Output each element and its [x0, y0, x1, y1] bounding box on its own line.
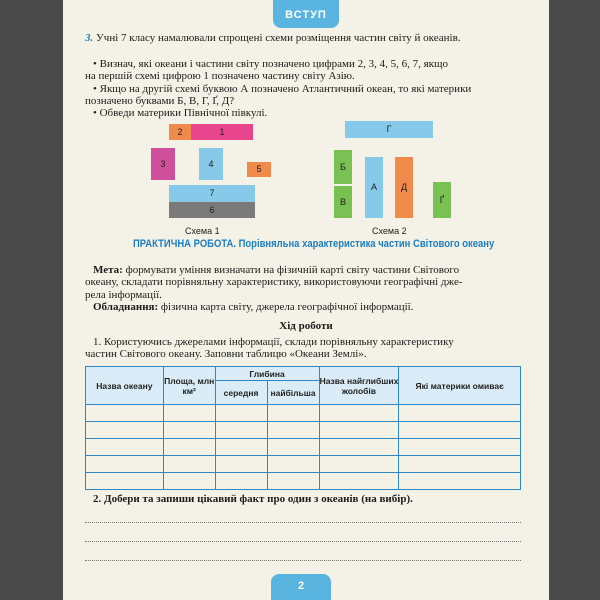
- task3-bullet1b: на першій схемі цифрою 1 позначено частину світу Азію.: [85, 70, 355, 82]
- header-area: Площа, млн км²: [163, 367, 215, 405]
- table-cell[interactable]: [319, 405, 399, 422]
- table-cell[interactable]: [86, 439, 164, 456]
- table-cell[interactable]: [86, 405, 164, 422]
- goal-label: Мета:: [93, 264, 123, 276]
- scheme2-caption: Схема 2: [372, 226, 407, 236]
- table-cell[interactable]: [319, 473, 399, 490]
- step2: 2. Добери та запиши цікавий факт про один з океанів (на вибір).: [93, 493, 413, 505]
- scheme1-block-3: 3: [151, 148, 175, 180]
- table-cell[interactable]: [86, 422, 164, 439]
- table-cell[interactable]: [163, 422, 215, 439]
- scheme1-block-4: 4: [199, 148, 223, 180]
- table-cell[interactable]: [163, 439, 215, 456]
- work-heading: Хід роботи: [279, 320, 333, 332]
- table-cell[interactable]: [319, 422, 399, 439]
- scheme1-block-1: 1: [191, 124, 253, 140]
- practical-title: ПРАКТИЧНА РОБОТА. Порівняльна характеристика частин Світового океану: [133, 238, 495, 250]
- scheme2-block-a: А: [365, 157, 383, 218]
- header-trenches: Назва найглибших жолобів: [319, 367, 399, 405]
- equipment-label: Обладнання:: [93, 301, 159, 313]
- table-row: [86, 473, 521, 490]
- header-depth-max: найбільша: [267, 381, 319, 405]
- table-cell[interactable]: [215, 456, 267, 473]
- table-cell[interactable]: [267, 439, 319, 456]
- page-number: 2: [271, 574, 331, 600]
- goal-line1: Мета: формувати уміння визначати на фізичній карті світу частини Світового: [93, 264, 460, 276]
- scheme2-block-v: В: [334, 186, 352, 218]
- task3-number: 3.: [85, 32, 94, 44]
- table-cell[interactable]: [319, 456, 399, 473]
- header-depth-avg: середня: [215, 381, 267, 405]
- scheme2-block-g: Г: [345, 121, 433, 138]
- task3-bullet2a: • Якщо на другій схемі буквою А позначено Атлантичний океан, то які материки: [93, 83, 472, 95]
- table-row: [86, 456, 521, 473]
- table-cell[interactable]: [399, 473, 521, 490]
- table-cell[interactable]: [399, 456, 521, 473]
- table-cell[interactable]: [267, 473, 319, 490]
- oceans-table: [85, 366, 521, 490]
- task3-bullet2b: позначено буквами Б, В, Г, Ґ, Д?: [85, 95, 235, 107]
- table-cell[interactable]: [399, 405, 521, 422]
- step1-line2: частин Світового океану. Заповни таблицю «Океани Землі».: [85, 348, 367, 360]
- table-cell[interactable]: [163, 456, 215, 473]
- header-ocean-name: Назва океану: [86, 367, 164, 405]
- scheme2-block-g-ukr: Ґ: [433, 182, 451, 218]
- scheme2-block-b: Б: [334, 150, 352, 184]
- table-cell[interactable]: [267, 422, 319, 439]
- table-row: [86, 405, 521, 422]
- goal-line2: океану, складати порівняльну характеристику, використовуючи географічні дже-: [85, 276, 463, 288]
- table-cell[interactable]: [163, 405, 215, 422]
- table-cell[interactable]: [267, 456, 319, 473]
- table-cell[interactable]: [267, 405, 319, 422]
- header-depth: Глибина: [215, 367, 319, 381]
- table-cell[interactable]: [215, 439, 267, 456]
- table-cell[interactable]: [399, 439, 521, 456]
- table-cell[interactable]: [215, 473, 267, 490]
- table-cell[interactable]: [86, 473, 164, 490]
- table-cell[interactable]: [163, 473, 215, 490]
- header-continents: Які материки омиває: [399, 367, 521, 405]
- task3-intro: 3. Учні 7 класу намалювали спрощені схеми розміщення частин світу й океанів.: [85, 32, 461, 44]
- task3-bullet1a: • Визнач, які океани і частини світу позначено цифрами 2, 3, 4, 5, 6, 7, якщо: [93, 58, 448, 70]
- step1-line1: 1. Користуючись джерелами інформації, склади порівняльну характеристику: [93, 336, 454, 348]
- table-cell[interactable]: [215, 422, 267, 439]
- table-cell[interactable]: [86, 456, 164, 473]
- table-row: [86, 422, 521, 439]
- table-cell[interactable]: [319, 439, 399, 456]
- section-tab: ВСТУП: [273, 0, 339, 28]
- scheme1-block-6: 6: [169, 202, 255, 218]
- task3-bullet3: • Обведи материки Північної півкулі.: [93, 107, 268, 119]
- answer-line[interactable]: [85, 521, 521, 523]
- goal-line3: рела інформації.: [85, 289, 162, 301]
- scheme1-block-7: 7: [169, 185, 255, 202]
- workbook-page: [63, 0, 549, 600]
- equipment-line: Обладнання: фізична карта світу, джерела географічної інформації.: [93, 301, 414, 313]
- scheme2-block-d: Д: [395, 157, 413, 218]
- answer-line[interactable]: [85, 540, 521, 542]
- scheme1-caption: Схема 1: [185, 226, 220, 236]
- table-row: [86, 439, 521, 456]
- table-cell[interactable]: [215, 405, 267, 422]
- scheme1-block-5: 5: [247, 162, 271, 177]
- table-cell[interactable]: [399, 422, 521, 439]
- answer-line[interactable]: [85, 559, 521, 561]
- scheme1-block-2: 2: [169, 124, 191, 140]
